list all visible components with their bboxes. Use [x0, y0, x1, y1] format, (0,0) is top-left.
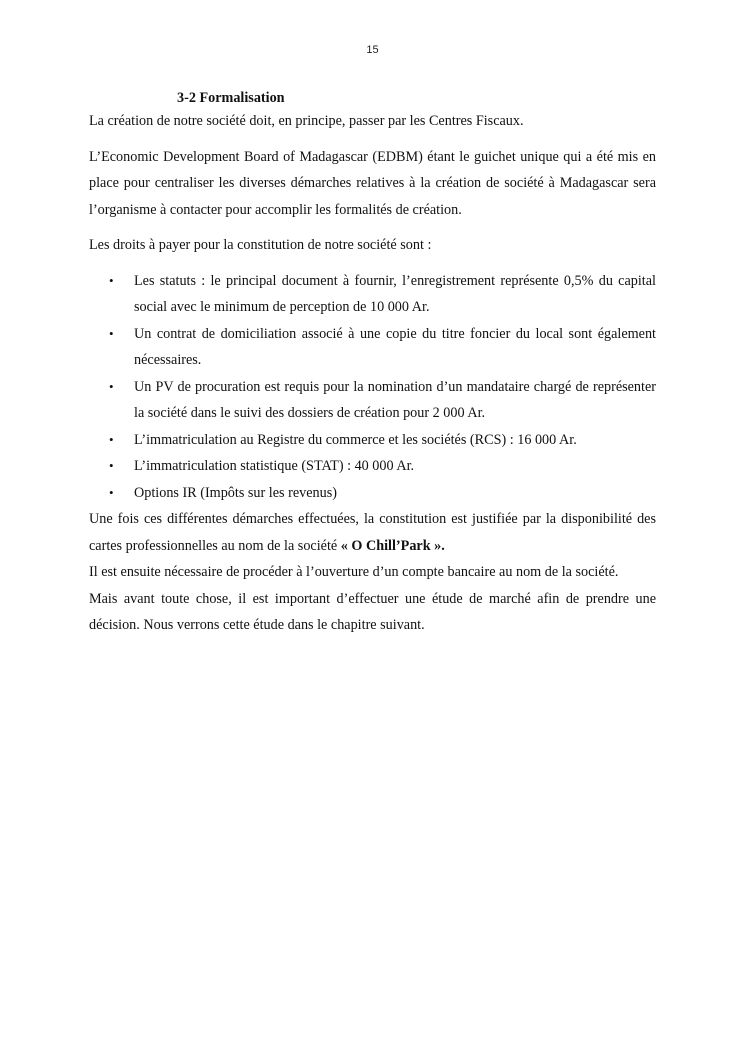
fee-text: L’immatriculation statistique (STAT) : 40 000 Ar. — [134, 458, 415, 474]
edbm-paragraph: L’Economic Development Board of Madagascar (EDBM) étant le guichet unique qui a été mis en place pour centraliser les diverses démarches relatives à la création de société à Madagascar sera l’organisme à contacter pour accomplir les formalités de création. — [89, 148, 656, 218]
page-number: 15 — [366, 44, 379, 56]
section-heading: 3-2 Formalisation — [177, 90, 285, 106]
fee-item-rcs — [89, 427, 656, 454]
fees-intro: Les droits à payer pour la constitution de notre société sont : — [89, 237, 432, 253]
bullet-icon: • — [109, 458, 114, 473]
bullet-icon: • — [109, 325, 114, 341]
fee-item-statuts — [89, 268, 656, 321]
fee-item-domiciliation — [89, 321, 656, 374]
intro-paragraph: La création de notre société doit, en principe, passer par les Centres Fiscaux. — [89, 113, 524, 129]
constitution-text: Une fois ces différentes démarches effectuées, la constitution est justifiée par la disponibilité des cartes professionnelles au nom de la société — [89, 511, 656, 554]
fee-text: Les statuts : le principal document à fournir, l’enregistrement représente 0,5% du capital social avec le minimum de perception de 10 000 Ar. — [134, 272, 656, 315]
fee-text: Un contrat de domiciliation associé à une copie du titre foncier du local sont également nécessaires. — [134, 325, 656, 368]
bank-account-paragraph: Il est ensuite nécessaire de procéder à l’ouverture d’un compte bancaire au nom de la société. — [89, 564, 619, 580]
fee-text: Un PV de procuration est requis pour la nomination d’un mandataire chargé de représenter la société dans le suivi des dossiers de création pour 2 000 Ar. — [134, 378, 656, 421]
fee-text: Options IR (Impôts sur les revenus) — [134, 484, 337, 501]
bullet-icon: • — [109, 378, 114, 394]
document-body — [89, 88, 656, 639]
constitution-paragraph — [89, 506, 656, 559]
fee-item-options-ir — [89, 480, 656, 507]
bullet-icon: • — [109, 431, 114, 447]
bullet-icon: • — [109, 272, 114, 288]
bullet-icon: • — [109, 484, 114, 500]
market-study-paragraph: Mais avant toute chose, il est important d’effectuer une étude de marché afin de prendre une décision. Nous verrons cette étude dans le chapitre suivant. — [89, 590, 656, 633]
fee-text: L’immatriculation au Registre du commerce et les sociétés (RCS) : 16 000 Ar. — [134, 431, 577, 448]
fee-item-pv-procuration — [89, 374, 656, 427]
company-name: « O Chill’Park ». — [340, 537, 445, 554]
fee-item-stat — [89, 453, 656, 480]
fees-list — [89, 268, 656, 507]
